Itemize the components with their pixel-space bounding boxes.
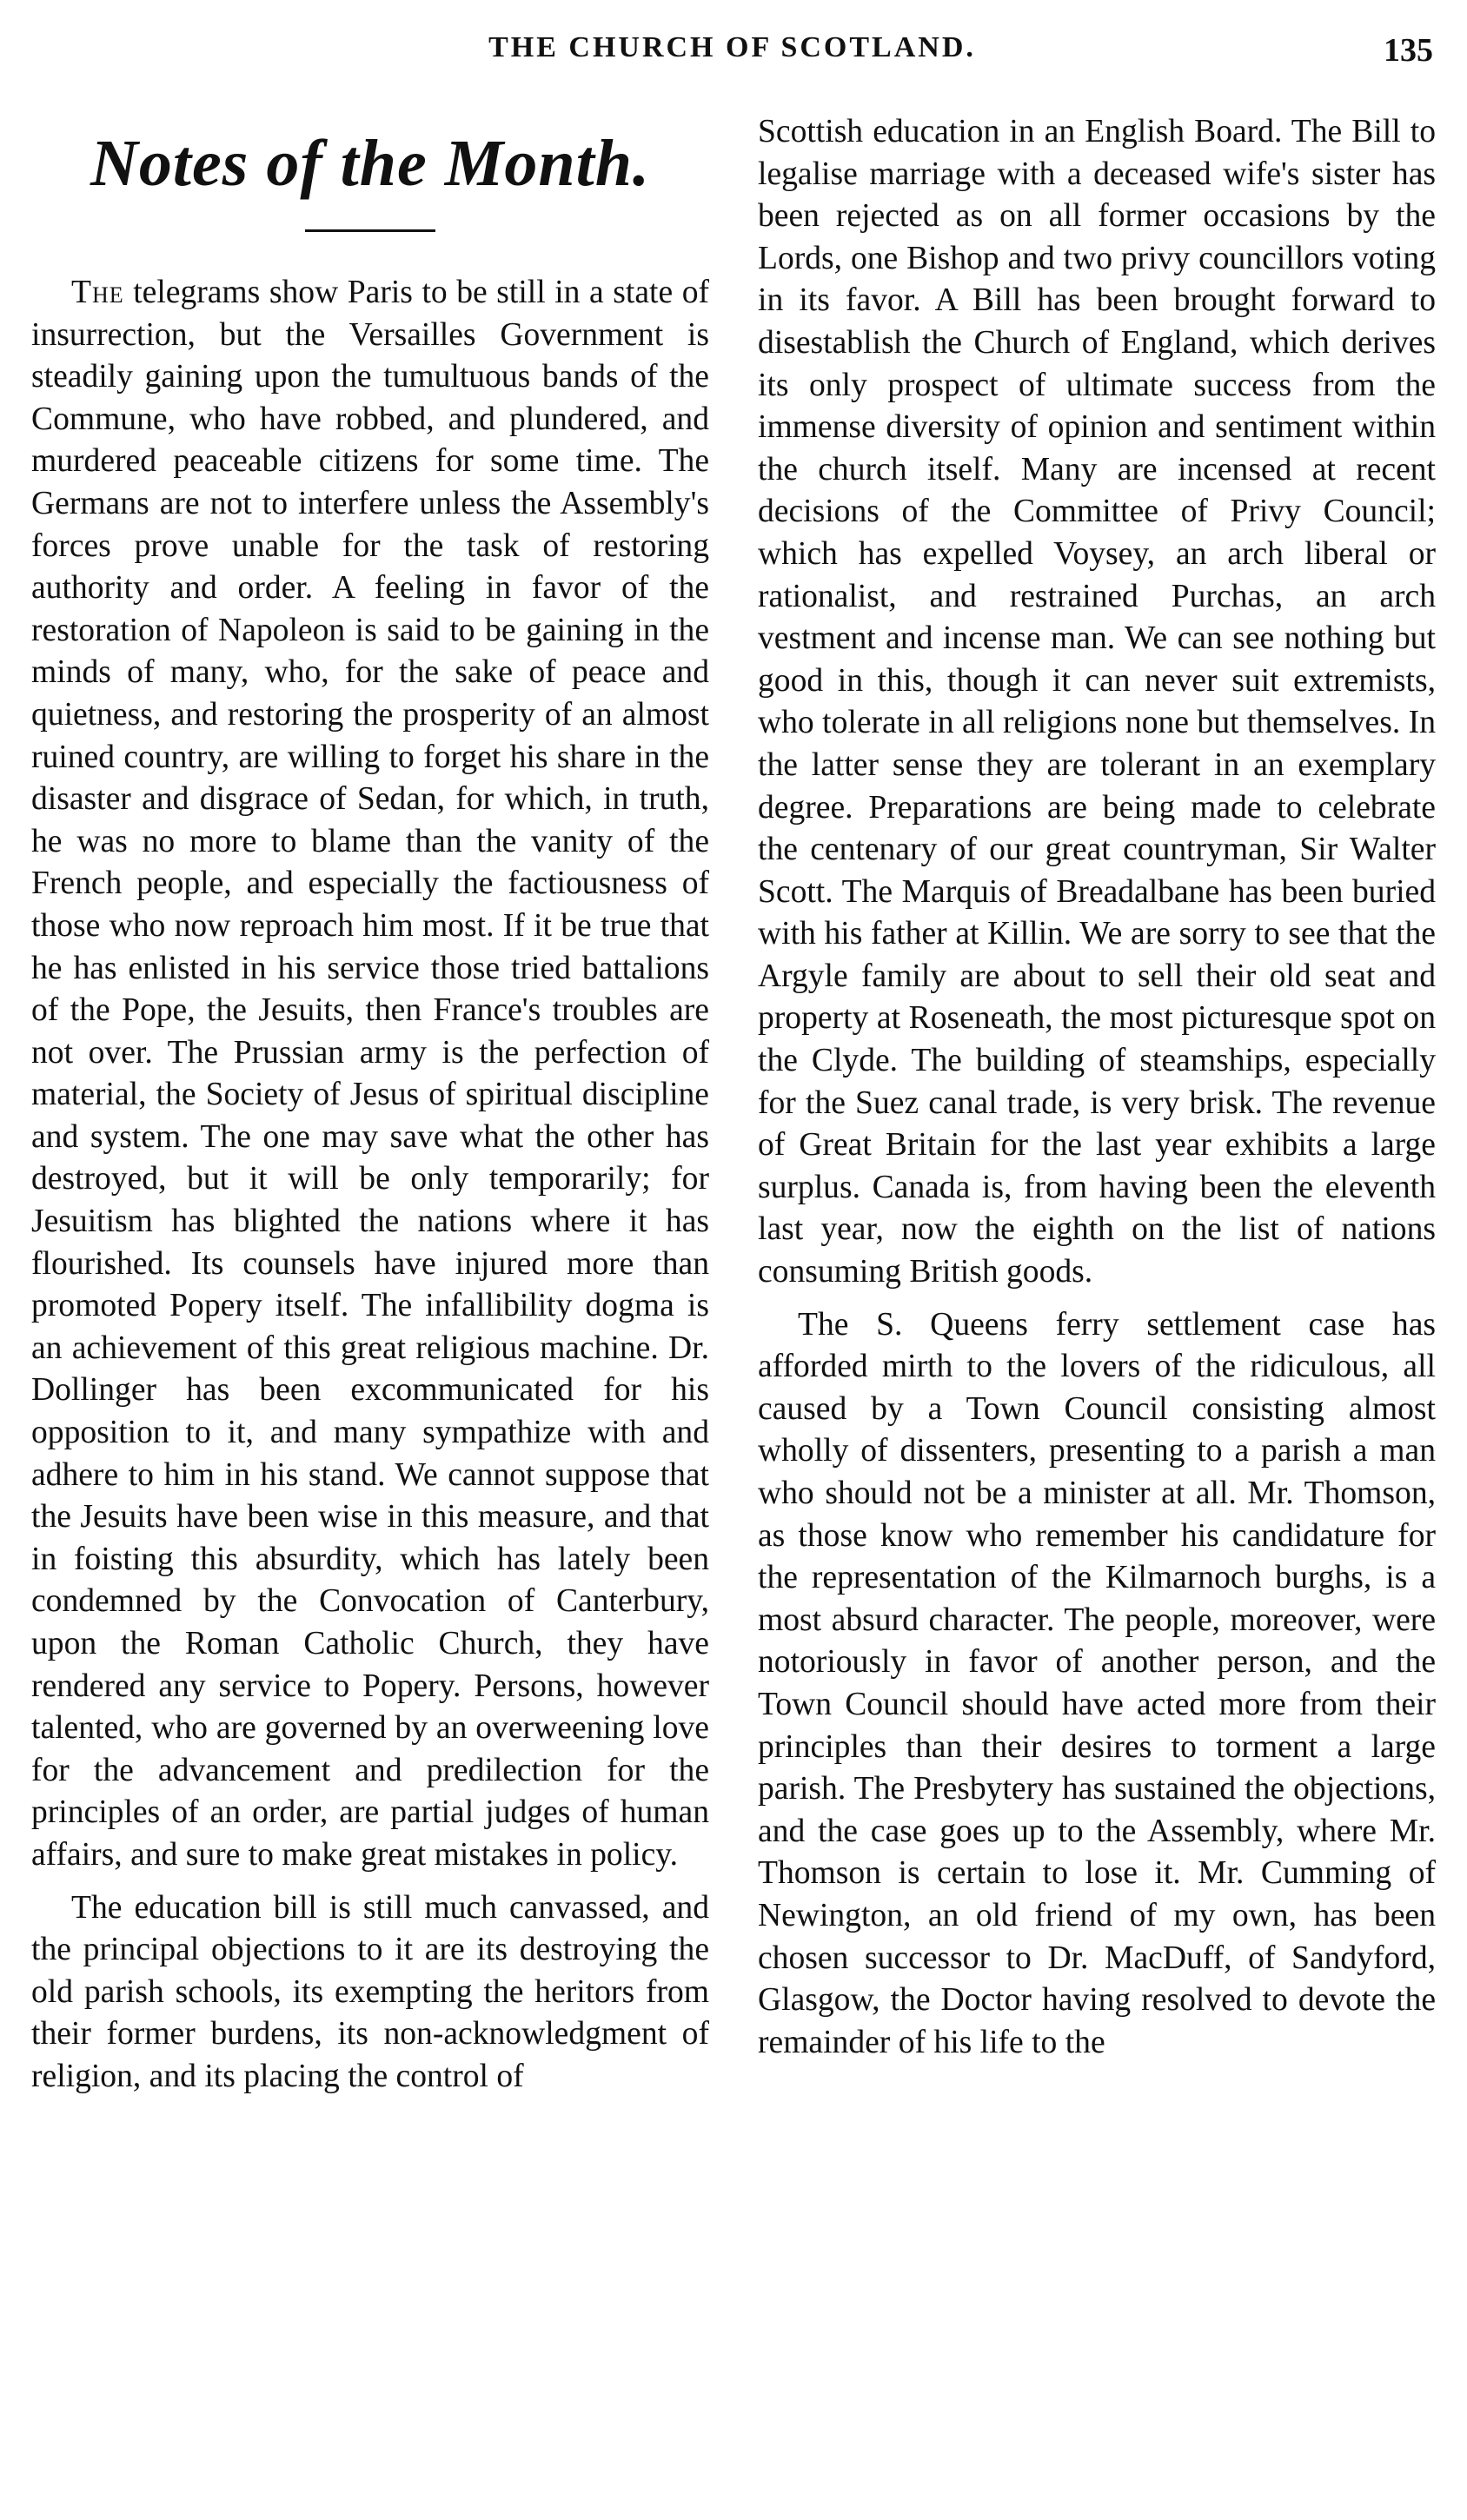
running-head xyxy=(26,31,1438,75)
paragraph-insurrection xyxy=(31,272,709,1877)
article-headline: Notes of the Month. xyxy=(90,127,650,200)
paragraph-education-bill: The education bill is still much canvassed, and the principal objections to it are its destroying the old parish schools, its exempting the heritors from their former burdens, its non-acknowledgment of religion, and its placing the control of xyxy=(31,1889,709,2094)
paragraph-queensferry: The S. Queens ferry settlement case has afforded mirth to the lovers of the ridiculous, all caused by a Town Council consisting almost wholly of dissenters, presenting to a parish a man who should not be a minister at all. Mr. Thomson, as those know who remember his candidature for the representation of the Kilmarnoch burghs, is a most absurd character. The people, moreover, were notoriously in favor of another person, and the Town Council should have acted more from their principles than their desires to torment a large parish. The Presbytery has sustained the objections, and the case goes up to the Assembly, where Mr. Thomson is certain to lose it. Mr. Cumming of Newington, an old friend of my own, has been chosen successor to Dr. MacDuff, of Sandyford, Glasgow, the Doctor having resolved to devote the remainder of his life to the xyxy=(758,1306,1436,2060)
lead-word: The xyxy=(71,275,124,310)
paragraph-insurrection-text: telegrams show Paris to be still in a state of insurrection, but the Versailles Government is steadily gaining upon the tumultuous bands of the Commune, who have robbed, and plundered, and murdered peaceable citizens for some time. The Germans are not to interfere unless the Assembly's forces prove unable for the task of restoring authority and order. A feeling in favor of the restoration of Napoleon is said to be gaining in the minds of many, who, for the sake of peace and quietness, and restoring the prosperity of an almost ruined country, are willing to forget his share in the disaster and disgrace of Sedan, for which, in truth, he was no more to blame than the vanity of the French people, and especially the factiousness of those who now reproach him most. If it be true that he has enlisted in his service those tried battalions of the Pope, the Jesuits, then France's troubles are not over. The Prussian army is the perfection of material, the Society of Jesus of spiritual discipline and system. The one may save what the other has destroyed, but it will be only temporarily; for Jesuitism has blighted the nations where it has flourished. Its counsels have injured more than promoted Popery itself. The infallibility dogma is an achievement of this great religious machine. Dr. Dollinger has been excommunicated for his opposition to it, and many sympathize with and adhere to him in his stand. We cannot suppose that the Jesuits have been wise in this measure, and that in foisting this absurdity, which has lately been condemned by the Convocation of Canterbury, upon the Roman Catholic Church, they have rendered any service to Popery. Persons, however talented, who are governed by an overweening love for the advancement and predilection for the principles of an order, are partial judges of human affairs, and sure to make great mistakes in policy. xyxy=(31,275,709,1873)
right-column xyxy=(758,111,1436,2064)
left-column xyxy=(31,111,709,2099)
running-title: THE CHURCH OF SCOTLAND. xyxy=(488,31,976,63)
paragraph-continued: Scottish education in an English Board. The Bill to legalise marriage with a deceased wife's sister has been rejected as on all former occasions by the Lords, one Bishop and two privy councillors voting in its favor. A Bill has been brought forward to disestablish the Church of England, which derives its only prospect of ultimate success from the immense diversity of opinion and sentiment within the church itself. Many are incensed at recent decisions of the Committee of Privy Council; which has expelled Voysey, an arch liberal or rationalist, and restrained Purchas, an arch vestment and incense man. We can see nothing but good in this, though it can never suit extremists, who tolerate in all religions none but themselves. In the latter sense they are tolerant in an exemplary degree. Preparations are being made to celebrate the centenary of our great countryman, Sir Walter Scott. The Marquis of Breadalbane has been buried with his father at Killin. We are sorry to see that the Argyle family are about to sell their old seat and property at Roseneath, the most picturesque spot on the Clyde. The building of steamships, especially for the Suez canal trade, is very brisk. The revenue of Great Britain for the last year exhibits a large surplus. Canada is, from having been the eleventh last year, now the eighth on the list of nations consuming British goods. xyxy=(758,114,1436,1290)
headline-rule xyxy=(305,229,435,232)
page xyxy=(26,26,1438,2494)
page-number: 135 xyxy=(1384,32,1433,69)
